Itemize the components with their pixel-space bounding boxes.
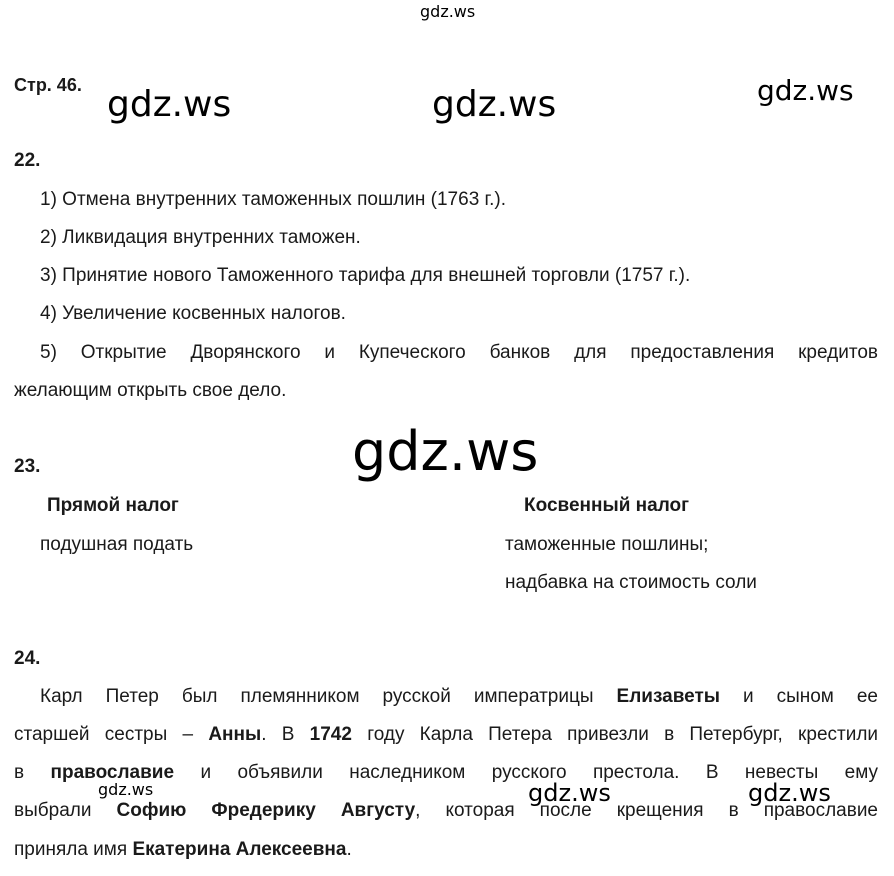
task22-number: 22.	[14, 150, 41, 171]
task24-text: Карл Петер был племянником русской императрицы	[40, 686, 594, 707]
task24-line-5	[14, 839, 352, 861]
task23-col1-header: Прямой налог	[47, 495, 179, 516]
task24-bold-term: православие	[50, 762, 175, 783]
task23-col2-item: таможенные пошлины;	[505, 534, 709, 555]
task24-bold-term: Екатерина Алексеевна	[132, 839, 347, 860]
task24-text: и объявили наследником русского престола. В невесты ему	[200, 762, 878, 783]
task24-bold-year: 1742	[309, 724, 352, 745]
task24-text: , которая после крещения в православие	[415, 800, 878, 821]
task24-text: выбрали	[14, 800, 92, 821]
watermark-bottom-left: gdz.ws	[98, 780, 154, 799]
task24-text: и сыном ее	[742, 686, 878, 707]
watermark-header-right: gdz.ws	[757, 74, 854, 107]
watermark-top: gdz.ws	[420, 2, 476, 21]
page-header: Стр. 46.	[14, 75, 82, 95]
task22-item-4: 4) Увеличение косвенных налогов.	[40, 303, 346, 324]
task24-number: 24.	[14, 648, 41, 669]
task24-text: .	[346, 839, 352, 860]
task23-col1-item: подушная подать	[40, 534, 194, 555]
task24-text: приняла имя	[14, 839, 128, 860]
task24-bold-term: Анны	[208, 724, 262, 745]
task24-text: старшей сестры –	[14, 724, 194, 745]
task23-col2-header: Косвенный налог	[524, 495, 690, 516]
task24-text: году Карла Петера привезли в Петербург, крестили	[367, 724, 879, 745]
task22-item-5: 5) Открытие Дворянского и Купеческого банков для предоставления кредитов	[40, 342, 878, 363]
task24-line-2	[14, 724, 878, 746]
task22-item-3: 3) Принятие нового Таможенного тарифа для внешней торговли (1757 г.).	[40, 265, 691, 286]
task24-text: в	[14, 762, 25, 783]
watermark-bottom-center: gdz.ws	[528, 779, 611, 807]
watermark-bottom-right: gdz.ws	[748, 779, 831, 807]
task24-line-1	[40, 686, 878, 708]
task22-item-1: 1) Отмена внутренних таможенных пошлин (1763 г.).	[40, 189, 507, 210]
task24-bold-term: Софию Фредерику Августу	[116, 800, 416, 821]
task23-col2-item: надбавка на стоимость соли	[505, 572, 757, 593]
task24-text: . В	[261, 724, 295, 745]
task23-number: 23.	[14, 456, 41, 477]
watermark-middle: gdz.ws	[352, 420, 539, 483]
watermark-header-left: gdz.ws	[107, 84, 232, 125]
task24-bold-term: Елизаветы	[616, 686, 720, 707]
watermark-header-center: gdz.ws	[432, 84, 557, 125]
task22-item-5-cont: желающим открыть свое дело.	[14, 380, 287, 401]
task22-item-2: 2) Ликвидация внутренних таможен.	[40, 227, 361, 248]
